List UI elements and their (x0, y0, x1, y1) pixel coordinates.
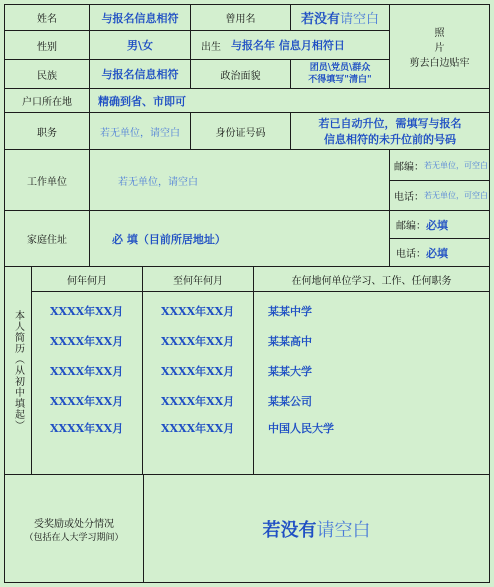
awards-value[interactable]: 若没有 请空白 (143, 474, 490, 583)
gender-label: 性别 (4, 30, 90, 60)
resume-row-where: 某某中学 (268, 305, 312, 318)
work-value[interactable]: 若无单位，请空白 (89, 149, 390, 211)
hukou-label: 户口所在地 (4, 88, 90, 113)
name-label: 姓名 (4, 4, 90, 31)
address-label: 家庭住址 (4, 210, 90, 267)
position-value[interactable]: 若无单位，请空白 (89, 112, 191, 150)
resume-row-to: XXXX年XX月 (161, 365, 235, 378)
resume-col-where: 在何地何单位学习、工作、任何职务 (253, 266, 490, 292)
ethnicity-value[interactable]: 与报名信息相符 (89, 59, 191, 89)
resume-row-where: 某某高中 (268, 335, 312, 348)
alias-label: 曾用名 (190, 4, 291, 31)
photo-box: 照 片 剪去白边贴牢 (389, 4, 490, 89)
alias-value[interactable]: 若没有 请空白 (290, 4, 390, 31)
resume-row-from: XXXX年XX月 (50, 365, 124, 378)
resume-row-where: 中国人民大学 (268, 422, 334, 435)
address-value[interactable]: 必 填（目前所居地址） (89, 210, 390, 267)
id-label: 身份证号码 (190, 112, 291, 150)
resume-row-to: XXXX年XX月 (161, 335, 235, 348)
political-label: 政治面貌 (190, 59, 291, 89)
political-value[interactable]: 团员\党员\群众 不得填写"清白" (290, 59, 390, 89)
resume-row-to: XXXX年XX月 (161, 395, 235, 408)
awards-label: 受奖励或处分情况 （包括在人大学习期间） (4, 474, 144, 583)
resume-row-where: 某某大学 (268, 365, 312, 378)
resume-row-to: XXXX年XX月 (161, 422, 235, 435)
work-label: 工作单位 (4, 149, 90, 211)
home-phone-field[interactable]: 电话 ： 必填 (389, 238, 490, 267)
resume-row-from: XXXX年XX月 (50, 335, 124, 348)
gender-value[interactable]: 男\女 (89, 30, 191, 60)
resume-row-from: XXXX年XX月 (50, 395, 124, 408)
resume-side-label: 本人简历（从初中填起） (4, 266, 32, 475)
resume-col-to: 至何年何月 (142, 266, 254, 292)
id-value[interactable]: 若已自动升位，需填写与报名 信息相符的未升位前的号码 (290, 112, 490, 150)
resume-row-from: XXXX年XX月 (50, 305, 124, 318)
hukou-value[interactable]: 精确到省、市即可 (89, 88, 490, 113)
ethnicity-label: 民族 (4, 59, 90, 89)
resume-row-from: XXXX年XX月 (50, 422, 124, 435)
resume-col-from: 何年何月 (31, 266, 143, 292)
resume-row-to: XXXX年XX月 (161, 305, 235, 318)
position-label: 职务 (4, 112, 90, 150)
work-postcode-field[interactable]: 邮编 ： 若无单位，可空白 (389, 149, 490, 181)
home-postcode-field[interactable]: 邮编 ： 必填 (389, 210, 490, 239)
work-phone-field[interactable]: 电话 ： 若无单位，可空白 (389, 180, 490, 211)
resume-row-where: 某某公司 (268, 395, 312, 408)
name-value[interactable]: 与报名信息相符 (89, 4, 191, 31)
birth-field[interactable]: 出生 与报名年 信息月相符日 (190, 30, 390, 60)
